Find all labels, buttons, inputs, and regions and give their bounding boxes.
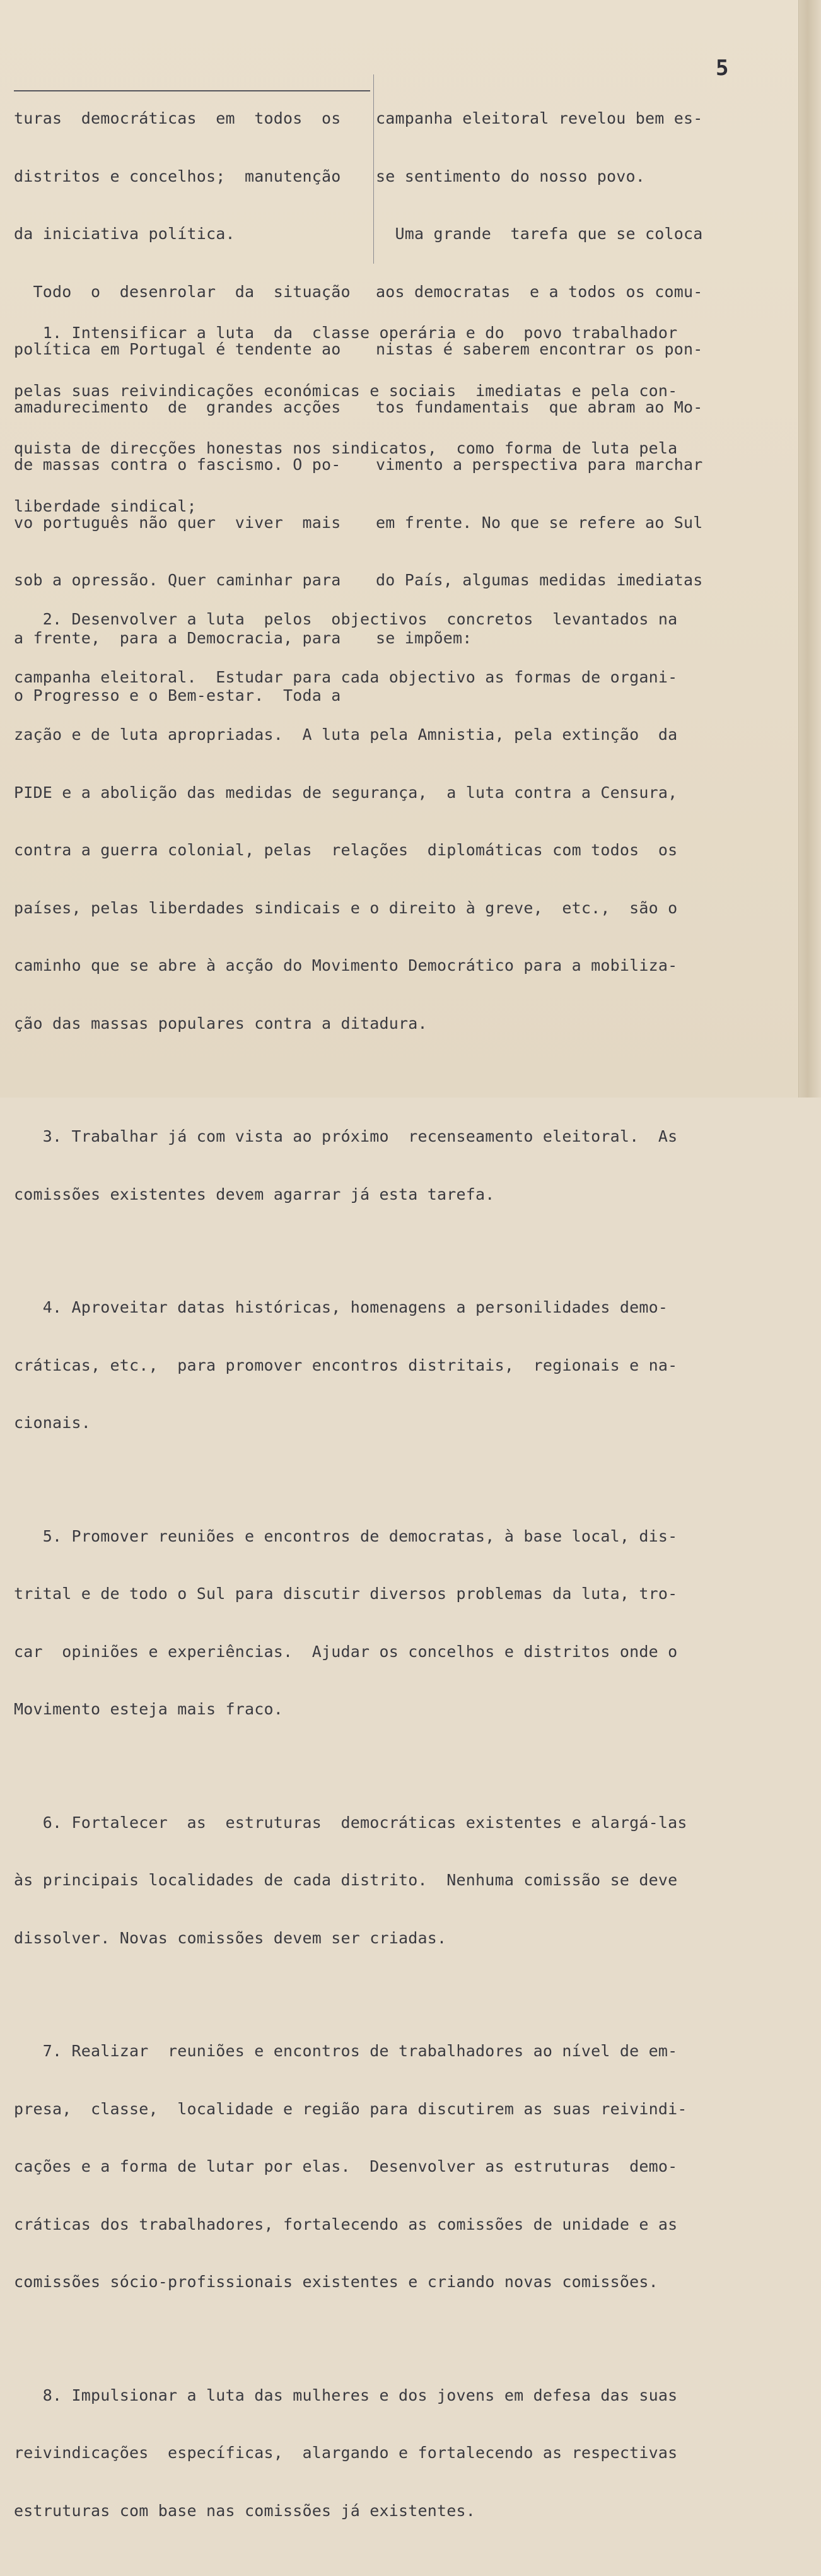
text-line: 2. Desenvolver a luta pelos objectivos concretos levantados na [14,610,678,628]
list-item [14,571,745,1072]
text-line: nistas é saberem encontrar os pon- [376,340,703,358]
text-line: aos democratas e a todos os comu- [376,282,703,301]
text-line: da iniciativa política. [14,225,235,243]
text-line: estruturas com base nas comissões já existentes. [14,2501,476,2520]
text-line: campanha eleitoral. Estudar para cada objectivo as formas de organi- [14,667,678,686]
list-item [14,1775,745,1987]
text-line: se sentimento do nosso povo. [376,167,646,185]
text-line: contra a guerra colonial, pelas relações diplomáticas com todos os [14,841,678,859]
page-number: 5 [716,56,729,81]
text-line: 1. Intensificar a luta da classe operária e do povo trabalhador [14,324,678,342]
text-line: cráticas dos trabalhadores, fortalecendo as comissões de unidade e as [14,2215,678,2234]
text-line: de massas contra o fascismo. O po- [14,455,341,474]
list-item [14,2003,745,2331]
text-line: vimento a perspectiva para marchar [376,455,703,474]
text-line: comissões sócio-profissionais existentes e criando novas comissões. [14,2273,658,2291]
text-line: quista de direcções honestas nos sindicatos, como forma de luta pela [14,439,678,457]
text-line: PIDE e a abolição das medidas de segurança, a luta contra a Censura, [14,783,678,802]
text-line: Uma grande tarefa que se coloca [376,225,703,243]
text-line: vo português não quer viver mais [14,513,341,532]
list-item [14,1089,745,1243]
text-line: amadurecimento de grandes acções [14,397,341,416]
list-item [14,1489,745,1758]
text-line: países, pelas liberdades sindicais e o direito à greve, etc., são o [14,898,678,917]
text-line: dissolver. Novas comissões devem ser criadas. [14,1928,447,1947]
list-item [14,1260,745,1472]
text-line: cações e a forma de lutar por elas. Desenvolver as estruturas demo- [14,2157,678,2175]
text-line: trital e de todo o Sul para discutir diversos problemas da luta, tro- [14,1584,678,1603]
text-line: distritos e concelhos; manutenção [14,167,341,185]
numbered-list [14,282,745,2576]
text-line: se impõem: [376,628,472,647]
page-edge [798,0,821,1098]
text-line: ção das massas populares contra a ditadura. [14,1014,428,1033]
text-line: a frente, para a Democracia, para [14,628,341,647]
text-line: política em Portugal é tendente ao [14,340,341,358]
text-line: 4. Aproveitar datas históricas, homenagens a personilidades demo- [14,1298,668,1316]
text-line: pelas suas reivindicações económicas e sociais imediatas e pela con- [14,381,678,400]
text-line: 7. Realizar reuniões e encontros de trabalhadores ao nível de em- [14,2042,678,2060]
text-line: sob a opressão. Quer caminhar para [14,571,341,589]
text-line: turas democráticas em todos os [14,109,341,127]
text-line: comissões existentes devem agarrar já esta tarefa. [14,1185,495,1203]
text-line: do País, algumas medidas imediatas [376,571,703,589]
text-line: Movimento esteja mais fraco. [14,1700,284,1718]
text-line: 8. Impulsionar a luta das mulheres e dos jovens em defesa das suas [14,2386,678,2404]
text-line: Todo o desenrolar da situação [14,282,351,301]
text-line: às principais localidades de cada distrito. Nenhuma comissão se deve [14,1871,678,1889]
text-line: reivindicações específicas, alargando e fortalecendo as respectivas [14,2444,678,2462]
list-item [14,282,745,554]
text-line: 3. Trabalhar já com vista ao próximo recenseamento eleitoral. As [14,1127,678,1145]
text-line: liberdade sindical; [14,496,197,515]
text-line: cráticas, etc., para promover encontros distritais, regionais e na- [14,1355,678,1374]
text-line: zação e de luta apropriadas. A luta pela Amnistia, pela extinção da [14,725,678,744]
text-line: caminho que se abre à acção do Movimento Democrático para a mobiliza- [14,956,678,975]
text-line: campanha eleitoral revelou bem es- [376,109,703,127]
text-line: presa, classe, localidade e região para discutirem as suas reivindi- [14,2099,687,2118]
text-line: 6. Fortalecer as estruturas democráticas existentes e alargá-las [14,1813,687,1832]
list-item [14,2348,745,2560]
text-line: tos fundamentais que abram ao Mo- [376,397,703,416]
text-line: 5. Promover reuniões e encontros de democratas, à base local, dis- [14,1526,678,1545]
text-line: em frente. No que se refere ao Sul [376,513,703,532]
text-line: cionais. [14,1414,91,1432]
text-line: o Progresso e o Bem-estar. Toda a [14,686,341,705]
text-line: car opiniões e experiências. Ajudar os concelhos e distritos onde o [14,1642,678,1661]
column-divider [373,74,374,264]
